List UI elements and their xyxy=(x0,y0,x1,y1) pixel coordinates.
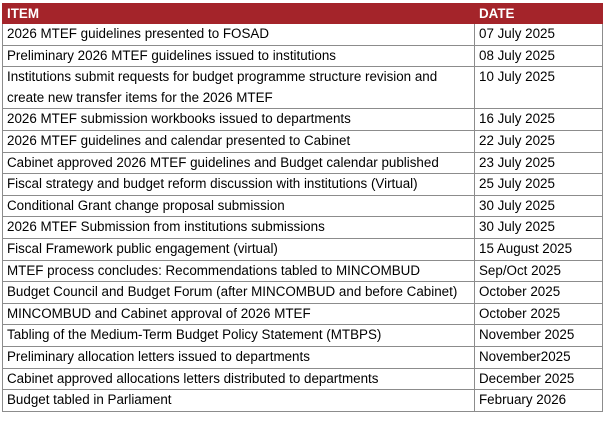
row-date: 07 July 2025 xyxy=(475,24,603,46)
row-item: MINCOMBUD and Cabinet approval of 2026 MTEF xyxy=(3,303,475,325)
table-header-row xyxy=(3,4,603,24)
row-item: 2026 MTEF guidelines and calendar presented to Cabinet xyxy=(3,130,475,152)
row-item: Cabinet approved allocations letters distributed to departments xyxy=(3,368,475,390)
row-date: 22 July 2025 xyxy=(475,130,603,152)
row-item: 2026 MTEF guidelines presented to FOSAD xyxy=(3,24,475,46)
table-row xyxy=(3,174,603,196)
table-row xyxy=(3,282,603,304)
table-row xyxy=(3,390,603,412)
table-row xyxy=(3,130,603,152)
row-item: Preliminary allocation letters issued to departments xyxy=(3,346,475,368)
row-date: November2025 xyxy=(475,346,603,368)
row-item: Budget tabled in Parliament xyxy=(3,390,475,412)
table-row xyxy=(3,346,603,368)
table-row xyxy=(3,67,603,109)
table-row xyxy=(3,45,603,67)
row-date: 30 July 2025 xyxy=(475,217,603,239)
table-row xyxy=(3,260,603,282)
column-header-date: DATE xyxy=(475,4,603,24)
row-date: February 2026 xyxy=(475,390,603,412)
row-item: Fiscal strategy and budget reform discussion with institutions (Virtual) xyxy=(3,174,475,196)
row-date: December 2025 xyxy=(475,368,603,390)
budget-calendar xyxy=(2,3,602,412)
row-item: Conditional Grant change proposal submission xyxy=(3,195,475,217)
table-row xyxy=(3,24,603,46)
row-date: 15 August 2025 xyxy=(475,238,603,260)
budget-calendar-table xyxy=(2,3,603,412)
row-item: Fiscal Framework public engagement (virtual) xyxy=(3,238,475,260)
row-date: October 2025 xyxy=(475,282,603,304)
row-date: 16 July 2025 xyxy=(475,109,603,131)
row-date: Sep/Oct 2025 xyxy=(475,260,603,282)
row-item: Institutions submit requests for budget programme structure revision and create new transfer items for the 2026 MTEF xyxy=(3,67,475,109)
table-row xyxy=(3,152,603,174)
table-row xyxy=(3,325,603,347)
row-date: November 2025 xyxy=(475,325,603,347)
column-header-item: ITEM xyxy=(3,4,475,24)
row-date: 10 July 2025 xyxy=(475,67,603,109)
row-date: 30 July 2025 xyxy=(475,195,603,217)
row-date: 23 July 2025 xyxy=(475,152,603,174)
table-row xyxy=(3,217,603,239)
table-row xyxy=(3,368,603,390)
table-row xyxy=(3,303,603,325)
row-item: Tabling of the Medium-Term Budget Policy Statement (MTBPS) xyxy=(3,325,475,347)
row-date: 25 July 2025 xyxy=(475,174,603,196)
row-item: Cabinet approved 2026 MTEF guidelines and Budget calendar published xyxy=(3,152,475,174)
row-item: Budget Council and Budget Forum (after MINCOMBUD and before Cabinet) xyxy=(3,282,475,304)
table-row xyxy=(3,195,603,217)
row-item: MTEF process concludes: Recommendations tabled to MINCOMBUD xyxy=(3,260,475,282)
table-row xyxy=(3,238,603,260)
row-date: October 2025 xyxy=(475,303,603,325)
row-item: Preliminary 2026 MTEF guidelines issued to institutions xyxy=(3,45,475,67)
row-item: 2026 MTEF Submission from institutions submissions xyxy=(3,217,475,239)
row-date: 08 July 2025 xyxy=(475,45,603,67)
table-row xyxy=(3,109,603,131)
row-item: 2026 MTEF submission workbooks issued to departments xyxy=(3,109,475,131)
